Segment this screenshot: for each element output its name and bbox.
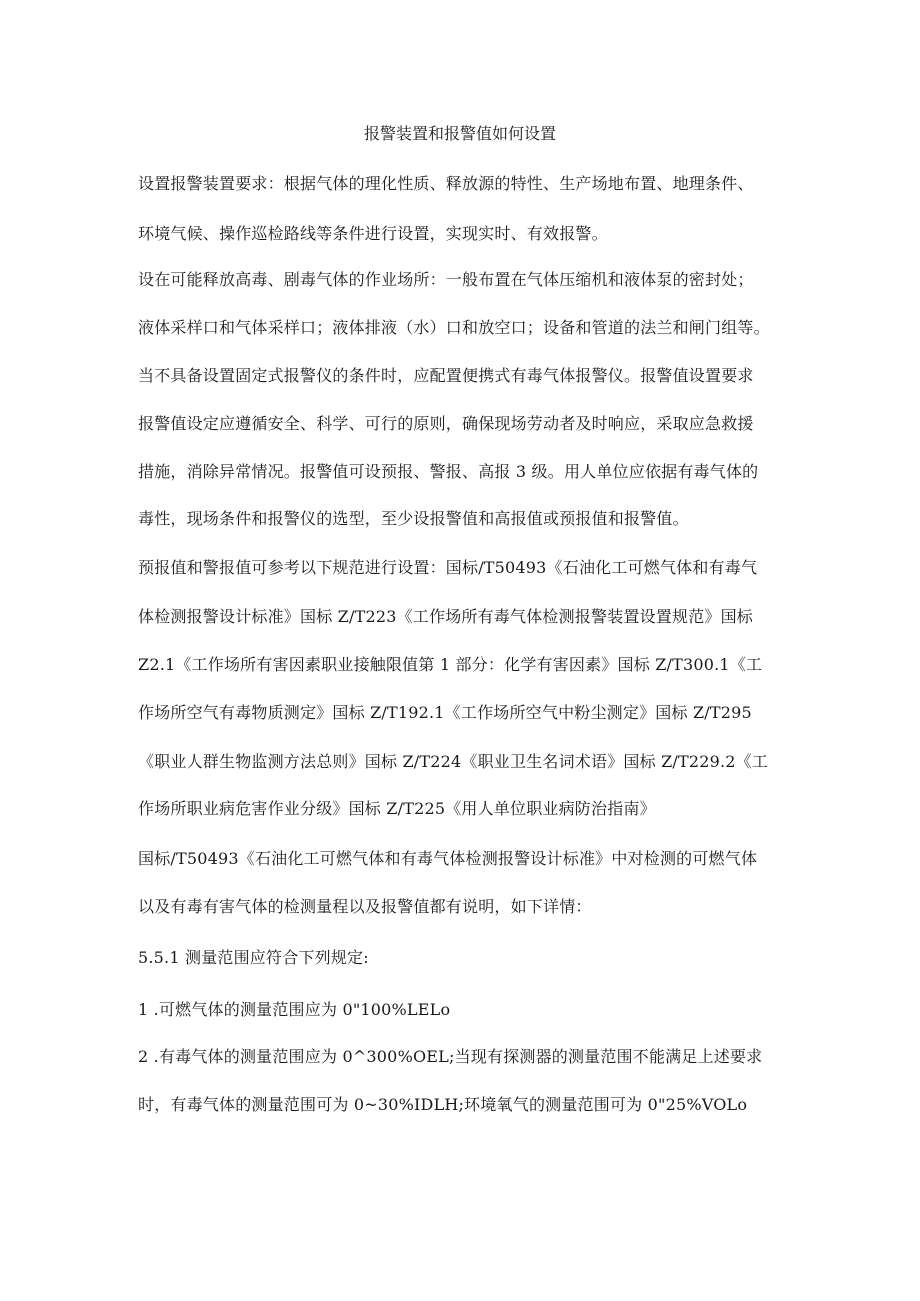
paragraph-line: 当不具备设置固定式报警仪的条件时，应配置便携式有毒气体报警仪。报警值设置要求 (138, 366, 754, 385)
paragraph-line: Z2.1《工作场所有害因素职业接触限值第 1 部分：化学有害因素》国标 Z/T300.1《工 (138, 655, 763, 674)
paragraph-line: 作场所职业病危害作业分级》国标 Z/T225《用人单位职业病防治指南》 (138, 799, 656, 818)
paragraph-line: 作场所空气有毒物质测定》国标 Z/T192.1《工作场所空气中粉尘测定》国标 Z/T295 (138, 703, 752, 722)
paragraph-line: 报警值设定应遵循安全、科学、可行的原则，确保现场劳动者及时响应，采取应急救援 (138, 414, 754, 433)
document-title: 报警装置和报警值如何设置 (363, 124, 556, 143)
paragraph-line: 预报值和警报值可参考以下规范进行设置：国标/T50493《石油化工可燃气体和有毒气 (138, 558, 758, 577)
paragraph-line: 体检测报警设计标准》国标 Z/T223《工作场所有毒气体检测报警装置设置规范》国标 (138, 607, 754, 626)
paragraph-line: 时，有毒气体的测量范围可为 0~30%IDLH;环境氧气的测量范围可为 0"25%VOLo (138, 1095, 748, 1114)
paragraph-line: 环境气候、操作巡检路线等条件进行设置，实现实时、有效报警。 (138, 224, 608, 243)
paragraph-line: 设在可能释放高毒、剧毒气体的作业场所：一般布置在气体压缩机和液体泵的密封处； (138, 270, 754, 289)
paragraph-line: 设置报警装置要求：根据气体的理化性质、释放源的特性、生产场地布置、地理条件、 (138, 174, 754, 193)
paragraph-line: 5.5.1 测量范围应符合下列规定: (138, 948, 369, 967)
list-item: 1 .可燃气体的测量范围应为 0"100%LELo (138, 1000, 451, 1019)
paragraph-line: 《职业人群生物监测方法总则》国标 Z/T224《职业卫生名词术语》国标 Z/T229.2《工 (138, 752, 769, 771)
list-item: 2 .有毒气体的测量范围应为 0^300%OEL;当现有探测器的测量范围不能满足上述要求 (138, 1047, 763, 1066)
paragraph-line: 措施，消除异常情况。报警值可设预报、警报、高报 3 级。用人单位应依据有毒气体的 (138, 462, 759, 481)
paragraph-line: 液体采样口和气体采样口；液体排液（水）口和放空口；设备和管道的法兰和闸门组等。 (138, 318, 770, 337)
paragraph-line: 毒性，现场条件和报警仪的选型，至少设报警值和高报值或预报值和报警值。 (138, 509, 689, 528)
paragraph-line: 国标/T50493《石油化工可燃气体和有毒气体检测报警设计标准》中对检测的可燃气体 (138, 849, 758, 868)
paragraph-line: 以及有毒有害气体的检测量程以及报警值都有说明，如下详情： (138, 897, 592, 916)
